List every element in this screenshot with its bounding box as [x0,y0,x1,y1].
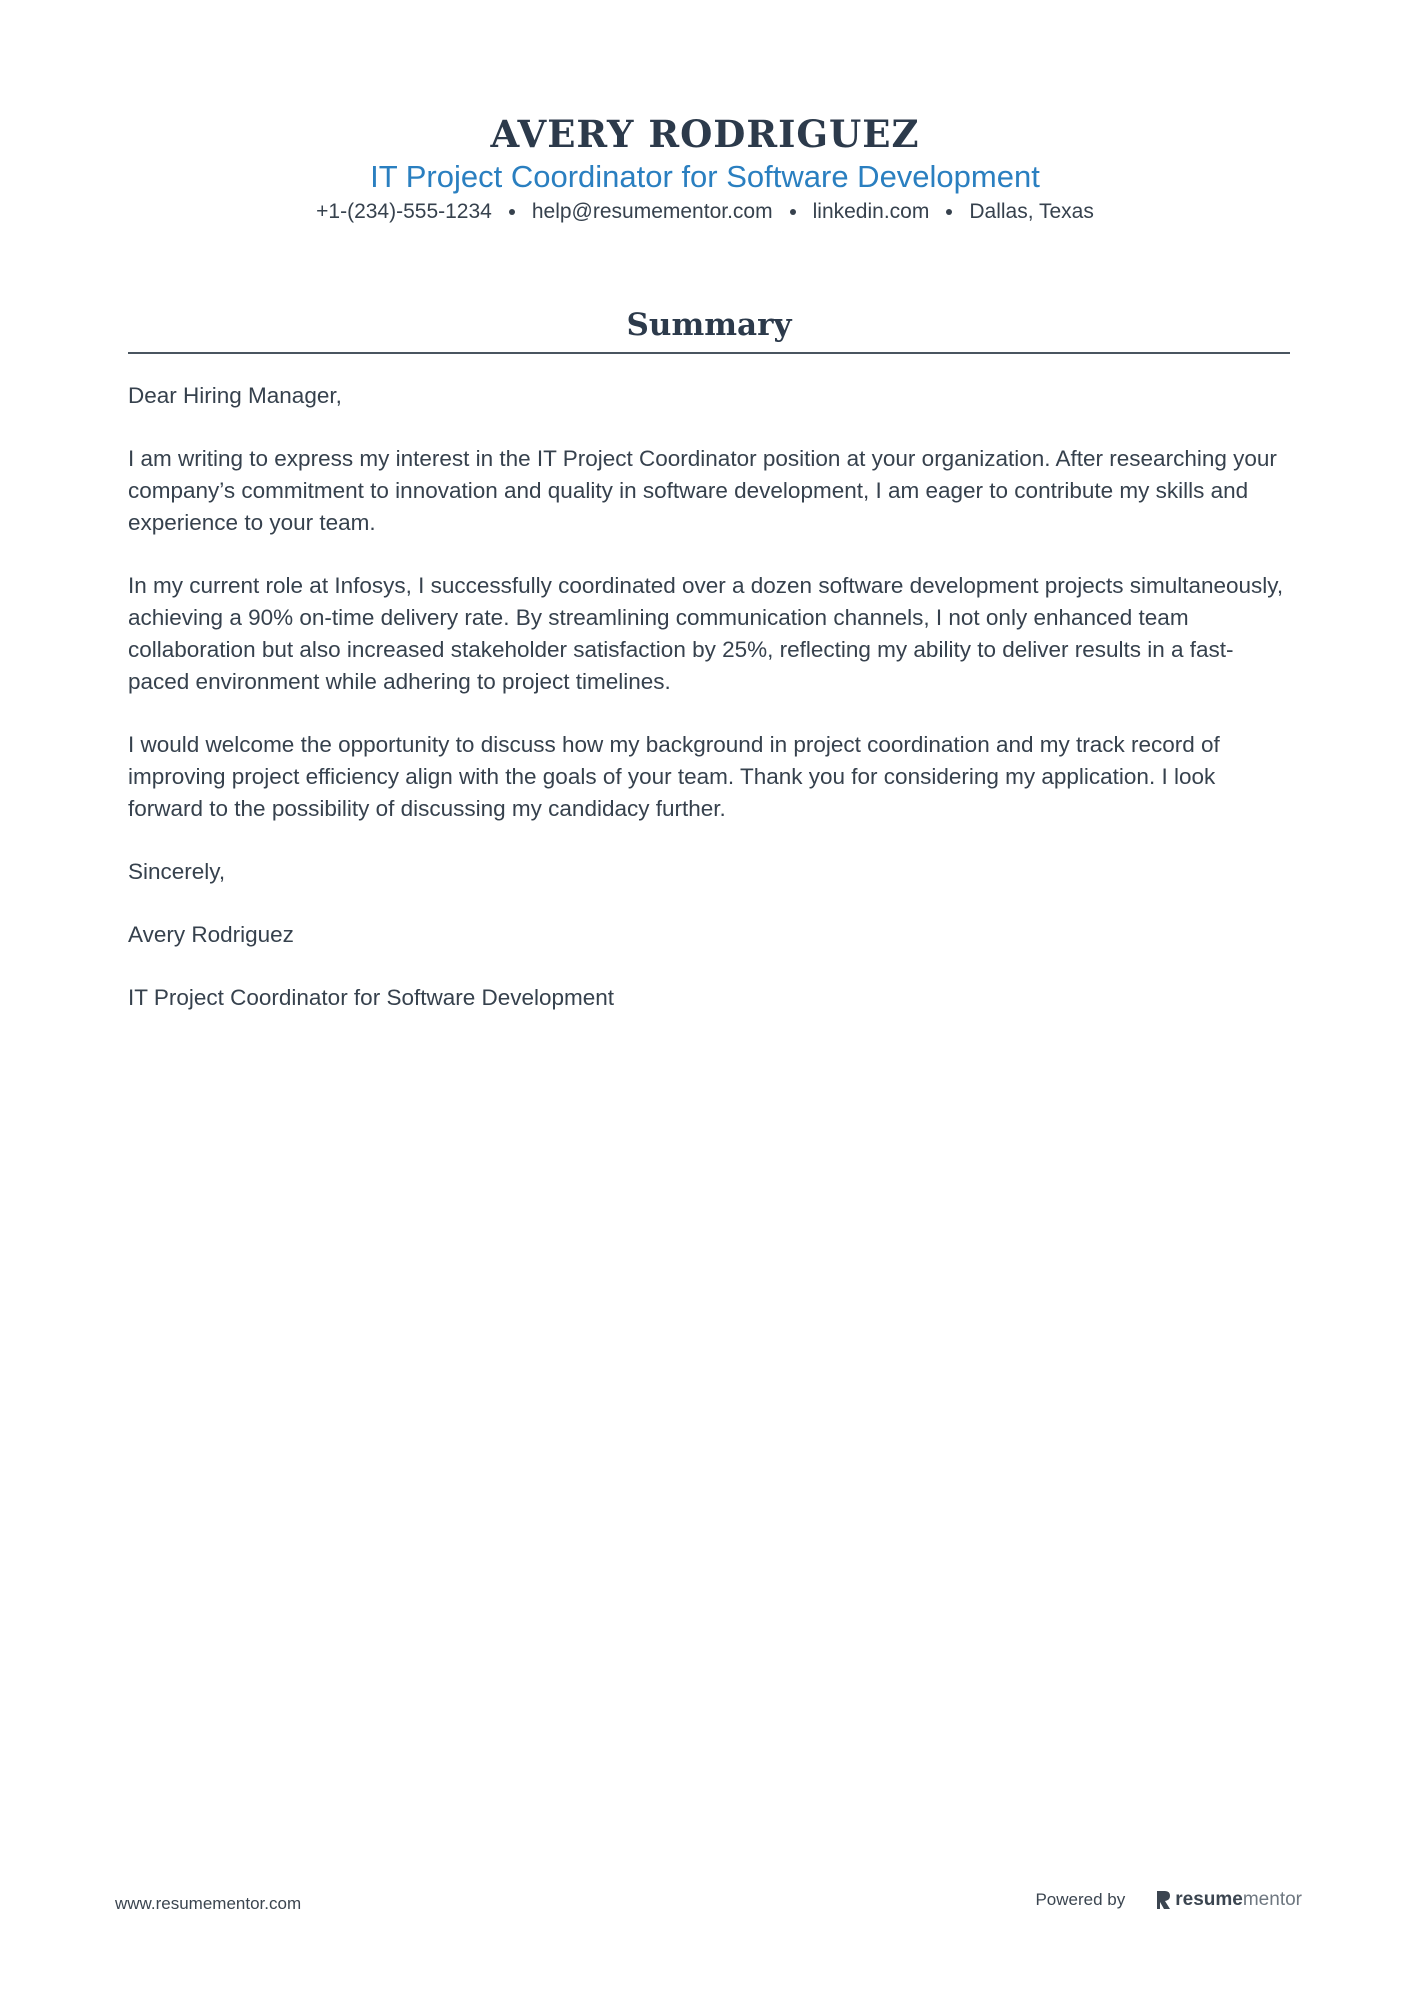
brand-name-bold: resume [1175,1889,1243,1910]
letter-closing: Sincerely, [128,859,226,884]
contact-linkedin[interactable]: linkedin.com [812,200,930,223]
letter-paragraph: In my current role at Infosys, I successfully coordinated over a dozen software development projects simultaneously, achieving a 90% on-time delivery rate. By streamlining communication channels, I not only enhanced team collaboration but also increased stakeholder satisfaction by 25%, reflecting my ability to deliver results in a fast-paced environment while adhering to project timelines. [128,573,1284,694]
section-title-summary: Summary [626,307,792,343]
footer-branding [1035,1889,1302,1911]
signature-title: IT Project Coordinator for Software Development [128,985,615,1010]
footer-website-link[interactable]: www.resumementor.com [115,1894,302,1913]
powered-by-label: Powered by [1035,1890,1126,1909]
applicant-name: AVERY RODRIGUEZ [490,112,920,156]
resumementor-logo-icon [1155,1889,1171,1911]
brand-name-light: mentor [1242,1889,1302,1910]
bullet-separator [509,209,515,215]
applicant-job-title: IT Project Coordinator for Software Development [370,159,1040,194]
letter-paragraph: I would welcome the opportunity to discuss how my background in project coordination and my track record of improving project efficiency align with the goals of your team. Thank you for considering my application. I look forward to the possibility of discussing my candidacy further. [128,732,1220,821]
letter-header [0,110,1410,226]
contact-phone: +1-(234)-555-1234 [316,200,492,223]
signature-name: Avery Rodriguez [128,922,294,947]
brand-logo[interactable] [1155,1889,1302,1911]
contact-location: Dallas, Texas [969,200,1094,223]
letter-body [128,380,1290,1045]
letter-greeting: Dear Hiring Manager, [128,383,342,408]
contact-line [0,198,1410,226]
bullet-separator [790,209,796,215]
letter-paragraph: I am writing to express my interest in the IT Project Coordinator position at your organization. After researching your company’s commitment to innovation and quality in software development, I am eager to contribute my skills and experience to your team. [128,446,1277,535]
section-divider [128,352,1290,354]
bullet-separator [946,209,952,215]
contact-email[interactable]: help@resumementor.com [531,200,773,223]
